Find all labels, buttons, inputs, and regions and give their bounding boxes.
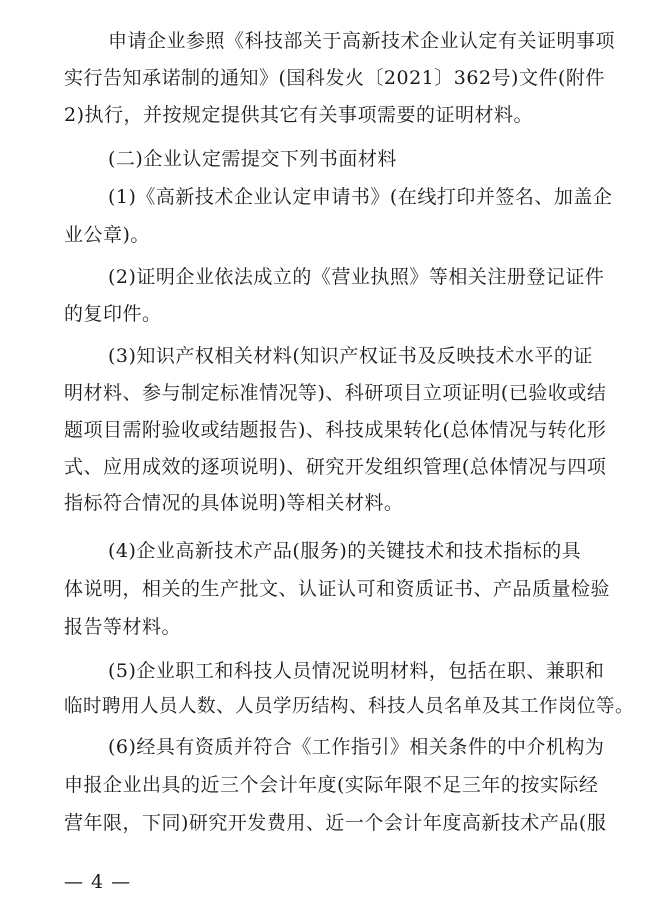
text-line: 题项目需附验收或结题报告)、科技成果转化(总体情况与转化形: [64, 419, 607, 441]
text-line: 业公章)。: [64, 224, 150, 246]
text-line: (3)知识产权相关材料(知识产权证书及反映技术水平的证: [108, 345, 593, 367]
text-line: 式、应用成效的逐项说明)、研究开发组织管理(总体情况与四项: [64, 456, 607, 478]
text-line: 报告等材料。: [64, 616, 182, 638]
text-line: 申请企业参照《科技部关于高新技术企业认定有关证明事项: [108, 30, 616, 52]
text-line: 实行告知承诺制的通知》(国科发火〔2021〕362号)文件(附件: [64, 67, 605, 89]
text-line: 体说明，相关的生产批文、认证认可和资质证书、产品质量检验: [64, 578, 611, 600]
text-line: 营年限，下同)研究开发费用、近一个会计年度高新技术产品(服: [64, 812, 607, 834]
section-heading: (二)企业认定需提交下列书面材料: [108, 148, 397, 170]
text-line: 申报企业出具的近三个会计年度(实际年限不足三年的按实际经: [64, 774, 599, 796]
text-line: (6)经具有资质并符合《工作指引》相关条件的中介机构为: [108, 736, 605, 758]
text-line: (2)证明企业依法成立的《营业执照》等相关注册登记证件: [108, 266, 605, 288]
text-line: 临时聘用人员人数、人员学历结构、科技人员名单及其工作岗位等。: [64, 696, 635, 717]
text-line: 指标符合情况的具体说明)等相关材料。: [64, 492, 404, 514]
page-number: — 4 —: [64, 871, 132, 893]
text-line: 的复印件。: [64, 303, 162, 325]
text-line: 2)执行，并按规定提供其它有关事项需要的证明材料。: [64, 104, 534, 126]
text-line: (5)企业职工和科技人员情况说明材料，包括在职、兼职和: [108, 660, 605, 682]
text-line: 明材料、参与制定标准情况等)、科研项目立项证明(已验收或结: [64, 382, 607, 404]
text-line: (1)《高新技术企业认定申请书》(在线打印并签名、加盖企: [108, 186, 613, 208]
text-line: (4)企业高新技术产品(服务)的关键技术和技术指标的具: [108, 540, 582, 562]
